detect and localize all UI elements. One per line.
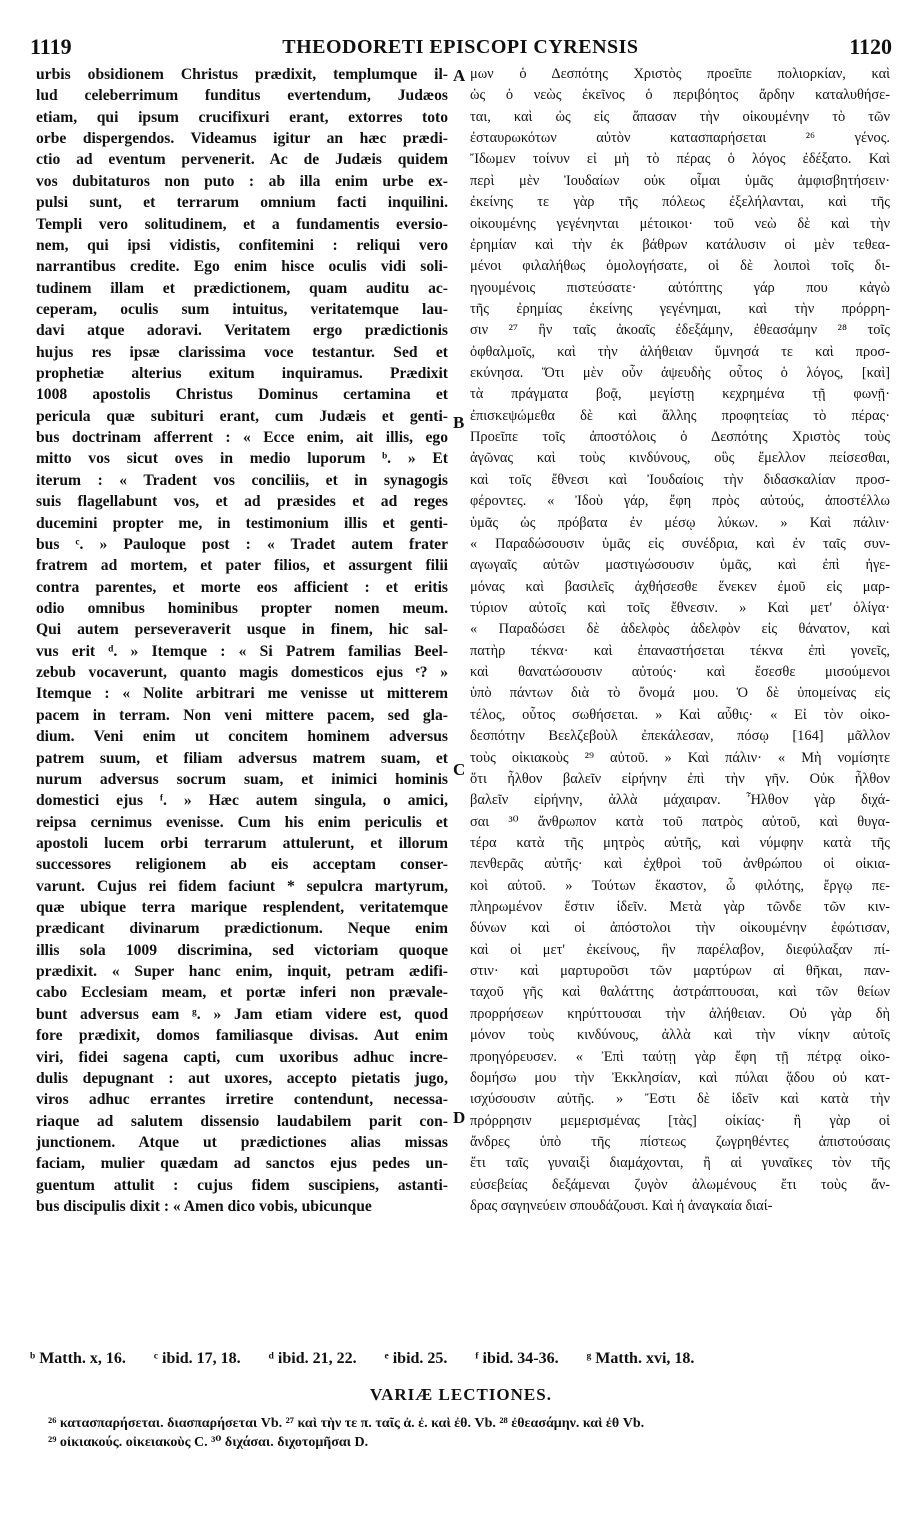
latin-text-line: apostoli lucem orbi terrarum attulerunt, et illorum: [36, 834, 448, 852]
greek-text-line: καὶ οἱ μετ' ἐκείνους, ἣν παρέλαβον, διεφύλαξαν πί-: [470, 941, 890, 958]
latin-text-line: pulsi sunt, et terrarum omnium facti inquilini.: [36, 194, 448, 212]
greek-text-line: ὀφθαλμοῖς, καὶ τὴν ἀλήθειαν ὕμνησά τε καὶ προσ-: [470, 343, 890, 360]
latin-text-line: fratrem ad mortem, et pater filios, et assurgent filii: [36, 557, 448, 575]
greek-text-line: οἰκουμένης γεγένηνται μέτοικοι· τοῦ νεὼ δὲ καὶ τὴν: [470, 215, 890, 232]
latin-text-line: urbis obsidionem Christus prædixit, templumque il-: [36, 66, 448, 83]
footnote: ᶠ ibid. 34-36.: [475, 1350, 559, 1367]
greek-text-line: τύριον αὐτοῖς καὶ τοῖς ἔθνεσιν. » Καὶ μετ' ὀλίγα·: [470, 599, 890, 616]
latin-text-line: successores religionem ab eis acceptam conser-: [36, 856, 448, 874]
latin-text-line: viros adhuc errantes irretire contendunt, necessa-: [36, 1091, 448, 1109]
greek-text-line: ὡς ὁ νεὼς ἐκεῖνος ὁ περιβόητος ἄρδην καταλυθήσε-: [470, 87, 890, 104]
latin-text-line: orbe dispergendos. Videamus igitur an hæc prædi-: [36, 130, 448, 148]
latin-text-line: ducemini propter me, in testimonium illis et genti-: [36, 514, 448, 532]
latin-text-line: bunt adversus eam ᵍ. » Jam etiam videre est, quod: [36, 1005, 448, 1023]
latin-text-line: reipsa cernimus evenisse. Cum his enim periculis et: [36, 813, 448, 831]
greek-text-line: στιν· καὶ μαρτυροῦσι τῶν μαρτύρων αἱ θῆκαι, παν-: [470, 963, 890, 980]
left-page-number: 1119: [30, 34, 72, 59]
greek-text-line: περὶ μὲν Ἰουδαίων οὐκ οἶμαι ὑμᾶς ἀμφισβητήσειν·: [470, 172, 890, 189]
greek-text-line: μόνον τοὺς κινδύνους, ἀλλὰ καὶ τὴν νίκην αὐτοῖς: [470, 1027, 890, 1044]
latin-text-line: suis flagellabunt vos, et ad præsides et ad reges: [36, 493, 448, 511]
latin-text-line: ceperam, oculis sum intuitus, veritatemque lau-: [36, 300, 448, 318]
latin-text-line: guentum attulit : cujus fidem suscipiens, astanti-: [36, 1176, 448, 1194]
greek-text-line: ταχοῦ γῆς καὶ θαλάττης ἀστράπτουσαι, καὶ τῶν θείων: [470, 984, 890, 1001]
latin-text-line: prophetiæ alterius exitum inquiramus. Prædixit: [36, 365, 448, 383]
greek-text-line: βαλεῖν εἰρήνην, ἀλλὰ μάχαιραν. Ἦλθον γὰρ διχά-: [470, 792, 890, 809]
greek-text-line: ὅτι ἦλθον βαλεῖν εἰρήνην ἐπὶ τὴν γῆν. Οὐκ ἦλθον: [470, 770, 890, 787]
greek-text-line: δύνων καὶ οἱ ἀπόστολοι τὴν οἰκουμένην ἐφώτισαν,: [470, 920, 890, 937]
latin-text-line: davi atque adoravi. Veritatem ergo prædictionis: [36, 322, 448, 340]
greek-text-line: προηγόρευσεν. « Ἐπὶ ταύτῃ γὰρ ἔφη τῇ πέτρᾳ οἰκο-: [470, 1048, 890, 1065]
greek-text-line: ἔτι ταῖς γυναιξὶ διαμάχονται, ἢ αἱ γυναῖκες τὸν τῆς: [470, 1155, 890, 1172]
latin-text-line: cabo Ecclesiam meam, et portæ inferi non prævale-: [36, 984, 448, 1002]
greek-text-line: δομήσω μου τὴν Ἐκκλησίαν, καὶ πύλαι ᾅδου οὐ κατ-: [470, 1069, 890, 1086]
latin-text-line: narrantibus credite. Ego enim hisce oculis vidi soli-: [36, 258, 448, 276]
greek-text-line: αγωγαῖς αὐτῶν μαστιγώσουσιν ὑμᾶς, καὶ ἐπὶ ἡγε-: [470, 557, 890, 574]
footnote: ᵇ Matth. x, 16.: [30, 1350, 126, 1367]
greek-text-line: ἀγῶνας καὶ τοὺς κινδύνους, οὓς ἔμελλον πείσεσθαι,: [470, 450, 890, 467]
latin-column: [36, 64, 448, 1340]
greek-text-line: ισχύσουσιν αὐτῆς. » Ἔστι δὲ ἰδεῖν καὶ κατὰ τὴν: [470, 1091, 890, 1108]
latin-text-line: domestici ejus ᶠ. » Hæc autem singula, o amici,: [36, 792, 448, 810]
latin-text-line: hujus res ipsæ clarissima voce testantur. Sed et: [36, 343, 448, 361]
greek-text-line: ἐρημίαν καὶ τὴν ἐκ βάθρων κατάλυσιν οἱ μὲν τεθεα-: [470, 236, 890, 253]
footnote: ᵉ ibid. 25.: [384, 1350, 448, 1367]
latin-text-line: prædixit. « Super hanc enim, inquit, petram ædifi-: [36, 963, 448, 981]
greek-text-line: σιν ²⁷ ἣν ταῖς ἀκοαῖς ἐδεξάμην, ἐθεασάμην ²⁸ τοῖς: [470, 322, 890, 339]
greek-text-line: ἐπισκεψώμεθα δὲ καὶ ἄλλης προφητείας τὸ πέρας·: [470, 407, 890, 424]
greek-column: [470, 64, 890, 1340]
latin-text-line: dium. Veni enim ut concitem hominem adversus: [36, 728, 448, 746]
greek-text-line: δεσπότην Βεελζεβοὺλ ἐπεκάλεσαν, πόσῳ [164] μᾶλλον: [470, 728, 890, 745]
greek-text-line: τέρα κατὰ τῆς μητρὸς αὐτῆς, καὶ νύμφην κατὰ τῆς: [470, 834, 890, 851]
greek-text-line: Ἴδωμεν τοίνυν εἰ μὴ τὸ πέρας ὁ λόγος ἐδέξατο. Καὶ: [470, 151, 890, 168]
greek-text-line: ἐσταυρωκότων αὐτὸν κατασπαρήσεται ²⁶ γένος.: [470, 130, 890, 147]
latin-text-line: contra parentes, et morte eos afficient : et eritis: [36, 578, 448, 596]
greek-text-line: τῆς ἐρημίας ἐκείνης γεγένημαι, καὶ τὴν πρόρρη-: [470, 300, 890, 317]
latin-text-line: mitto vos sicut oves in medio luporum ᵇ. » Et: [36, 450, 448, 468]
latin-text-line: tudinem illam et prædictionem, quam auditu ac-: [36, 279, 448, 297]
latin-text-line: illis sola 1009 discrimina, sed victoriam quoque: [36, 941, 448, 959]
latin-text-line: patrem suum, et filiam adversus matrem suam, et: [36, 749, 448, 767]
greek-text-line: « Παραδώσει δὲ ἀδελφὸς ἀδελφὸν εἰς θάνατον, καὶ: [470, 621, 890, 638]
latin-text-line: varunt. Cujus rei fidem faciunt * sepulcra martyrum,: [36, 877, 448, 895]
greek-text-line: πενθερᾶς αὐτῆς· καὶ ἐχθροὶ τοῦ ἀνθρώπου οἱ οἰκια-: [470, 856, 890, 873]
greek-text-line: δρας σαγηνεύειν σπουδάζουσι. Καὶ ἡ ἀναγκαία διαί-: [470, 1198, 773, 1215]
greek-text-line: μόνας καὶ βασιλεῖς ἀχθήσεσθε ἕνεκεν ἐμοῦ εἰς μαρ-: [470, 578, 890, 595]
latin-text-line: prædicant divinarum prædictionum. Neque enim: [36, 920, 448, 938]
margin-letter-d: D: [453, 1108, 466, 1127]
latin-text-line: zebub vocaverunt, quanto magis domesticos ejus ᵉ? »: [36, 664, 448, 682]
greek-text-line: εὐσεβείας δεξάμεναι ζυγὸν ἀλωμένους ἔτι τοὺς ἄν-: [470, 1176, 890, 1193]
latin-text-line: bus discipulis dixit : « Amen dico vobis, ubicunque: [36, 1198, 372, 1216]
greek-text-line: « Παραδώσουσιν ὑμᾶς εἰς συνέδρια, καὶ ἐν ταῖς συν-: [470, 535, 890, 552]
greek-text-line: Προεῖπε τοῖς ἀποστόλοις ὁ Δεσπότης Χριστὸς τοὺς: [470, 429, 890, 446]
varia-line: ²⁶ κατασπαρήσεται. διασπαρήσεται Vb. ²⁷ καὶ τὴν τε π. ταῖς ἀ. ἐ. καὶ ἐθ. Vb. ²⁸ ἐθεασάμην. καὶ ἐθ Vb.: [48, 1416, 645, 1431]
latin-text-line: odio omnibus hominibus propter nomen meum.: [36, 599, 448, 617]
latin-text-line: fore prædixit, domos familiasque divisas. Aut enim: [36, 1027, 448, 1045]
variae-lectiones-title: VARIÆ LECTIONES.: [370, 1385, 552, 1404]
latin-text-line: ctio ad eventum pervenerit. Ac de Judæis quidem: [36, 151, 448, 169]
greek-text-line: μένοι φιλαλήθως ὁμολογήσατε, οἱ δὲ λοιποὶ τοῖς δι-: [470, 258, 890, 275]
greek-text-line: πληρωμένον ἔστιν ἰδεῖν. Μετὰ γὰρ τῶνδε τῶν κιν-: [470, 899, 890, 916]
latin-text-line: vus erit ᵈ. » Itemque : « Si Patrem familias Beel-: [36, 642, 448, 660]
greek-text-line: κοὶ αὐτοῦ. » Τούτων ἕκαστον, ὦ φιλότης, ἔργῳ πε-: [470, 877, 890, 894]
latin-text-line: pericula quæ subituri erant, cum Judæis et genti-: [36, 407, 448, 425]
footnote: ᵈ ibid. 21, 22.: [268, 1350, 357, 1367]
greek-text-line: ὑμᾶς ὡς πρόβατα ἐν μέσῳ λύκων. » Καὶ πάλιν·: [470, 514, 890, 531]
running-header: [30, 32, 892, 62]
latin-text-line: nem, qui ipsi vidistis, confitemini : reliqui vero: [36, 236, 448, 254]
latin-text-line: Templi vero solitudinem, et a fundamentis eversio-: [36, 215, 448, 233]
latin-text-line: Qui autem perseveraverit usque in finem, hic sal-: [36, 621, 448, 639]
greek-text-line: τοὺς οἰκιακοὺς ²⁹ αὐτοῦ. » Καὶ πάλιν· « Μὴ νομίσητε: [470, 749, 890, 766]
latin-text-line: pacem in terram. Non veni mittere pacem, sed gla-: [36, 706, 448, 724]
latin-text-line: dulis depugnant : aut uxores, accepto pietatis jugo,: [36, 1069, 448, 1087]
latin-text-line: vos dubitaturos non puto : ab illa enim urbe ex-: [36, 172, 448, 190]
margin-letter-a: A: [453, 66, 466, 85]
greek-text-line: εκύνησα. Ὅτι μὲν οὖν ἀψευδὴς οὗτος ὁ λόγος, [καὶ]: [470, 365, 890, 382]
greek-text-line: καὶ θανατώσουσιν αὐτούς· καὶ ἔσεσθε μισούμενοι: [470, 664, 890, 681]
varia-line: ²⁹ οἰκιακούς. οἰκειακοὺς C. ³⁰ διχάσαι. διχοτομῆσαι D.: [48, 1435, 369, 1450]
latin-text-line: etiam, qui ipsum crucifixuri erant, extorres toto: [36, 108, 448, 126]
greek-text-line: τέλος, οὗτος σωθήσεται. » Καὶ αὖθις· « Εἰ τὸν οἰκο-: [470, 706, 890, 723]
footnotes: [30, 1350, 892, 1368]
running-title: THEODORETI EPISCOPI CYRENSIS: [282, 35, 639, 58]
greek-text-line: μων ὁ Δεσπότης Χριστὸς προεῖπε πολιορκίαν, καὶ: [470, 66, 890, 82]
latin-text-line: iterum : « Tradent vos conciliis, et in synagogis: [36, 471, 448, 489]
latin-text-line: Itemque : « Nolite arbitrari me venisse ut mitterem: [36, 685, 448, 703]
latin-text-line: faciam, mulier quædam ad sanctos ejus pedes un-: [36, 1155, 448, 1173]
latin-text-line: viri, fidei sagena capti, cum uxoribus adhuc incre-: [36, 1048, 448, 1066]
latin-text-line: quæ ubique terra marique resplendent, veritatemque: [36, 899, 448, 917]
footnote: ᶜ ibid. 17, 18.: [153, 1350, 241, 1367]
variae-lectiones: [48, 1414, 898, 1452]
greek-text-line: ἐκείνης τε γὰρ τῆς πόλεως ἐξελήλανται, καὶ τῆς: [470, 194, 890, 211]
greek-text-line: πατὴρ τέκνα· καὶ ἐπαναστήσεται τέκνα ἐπὶ γονεῖς,: [470, 642, 890, 659]
greek-text-line: καὶ τοῖς ἔθνεσι καὶ Ἰουδαίοις τὴν διδασκαλίαν προσ-: [470, 471, 890, 488]
greek-text-line: τὰ πράγματα βοᾷ, μεγίστῃ κεχρημένα τῇ φωνῇ·: [470, 386, 890, 403]
greek-text-line: ὑπὸ πάντων διὰ τὸ ὄνομά μου. Ὁ δὲ ὑπομείνας εἰς: [470, 685, 890, 702]
margin-letter-c: C: [453, 760, 466, 779]
greek-text-line: ἄνδρες ὑπὸ τῆς πίστεως ζωγρηθέντες ἀπιστούσαις: [470, 1133, 890, 1150]
latin-text-line: lud celeberrimum funditus evertendum, Judæos: [36, 87, 448, 105]
greek-text-line: φέροντες. « Ἰδοὺ γάρ, ἔφη πρὸς αὐτούς, ἀποστέλλω: [470, 493, 890, 510]
greek-text-line: πρόρρησιν μεμερισμένας [τὰς] οἰκίας· ἢ γὰρ οἱ: [470, 1112, 890, 1129]
greek-text-line: προρρήσεων κηρύττουσαι τὴν ἀλήθειαν. Οὐ γὰρ δὴ: [470, 1005, 890, 1022]
right-page-number: 1120: [849, 34, 892, 59]
latin-text-line: riaque ad salutem dissensio laudabilem parit con-: [36, 1112, 448, 1130]
latin-text-line: nurum adversus socrum suam, et inimici hominis: [36, 770, 448, 788]
latin-text-line: 1008 apostolis Christus Dominus certamina et: [36, 386, 448, 404]
greek-text-line: σαι ³⁰ ἄνθρωπον κατὰ τοῦ πατρὸς αὐτοῦ, καὶ θυγα-: [470, 813, 890, 830]
greek-text-line: ηγουμένοις πιστεύσατε· αὐτόπτης γάρ που κἀγὼ: [470, 279, 890, 296]
latin-text-line: bus ᶜ. » Pauloque post : « Tradet autem frater: [36, 535, 448, 553]
margin-letter-b: B: [453, 413, 465, 432]
latin-text-line: bus doctrinam afferrent : « Ecce enim, ait illis, ego: [36, 429, 448, 447]
footnote: ᵍ Matth. xvi, 18.: [586, 1350, 695, 1367]
greek-text-line: ται, καὶ ὡς εἰς ἅπασαν τὴν οἰκουμένην τὸ τῶν: [470, 108, 890, 125]
latin-text-line: junctionem. Atque ut prædictiones alias missas: [36, 1133, 448, 1151]
